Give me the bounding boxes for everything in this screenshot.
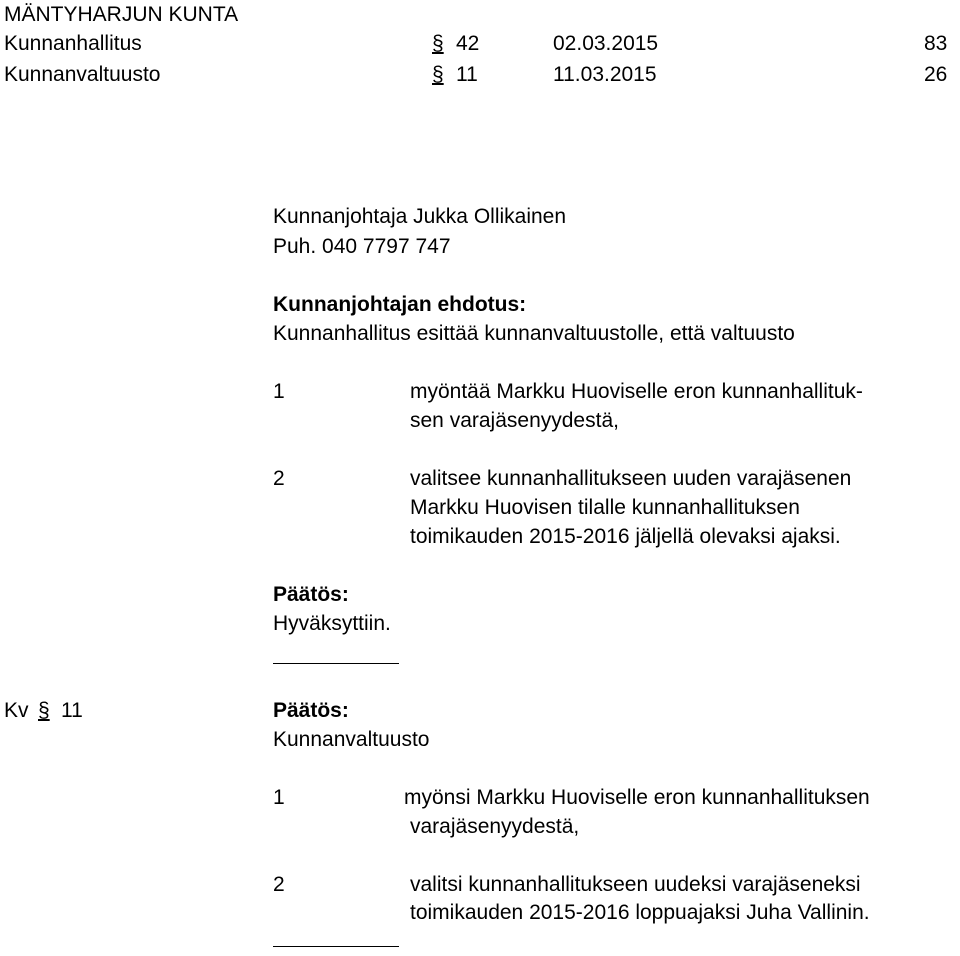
item-number: 2 bbox=[273, 873, 285, 896]
item-line: myönsi Markku Huoviselle eron kunnanhallituksen bbox=[404, 786, 870, 809]
record-date: 11.03.2015 bbox=[553, 63, 657, 86]
proposal-heading: Kunnanjohtajan ehdotus: bbox=[273, 293, 527, 316]
item-line: valitsee kunnanhallitukseen uuden varajäsenen bbox=[410, 467, 852, 490]
record-body: Kunnanhallitus bbox=[4, 32, 142, 55]
item-line: myöntää Markku Huoviselle eron kunnanhallituk- bbox=[410, 380, 863, 403]
record-page: 26 bbox=[924, 63, 948, 86]
item-line: Markku Huovisen tilalle kunnanhallituksen bbox=[410, 496, 800, 519]
record-body: Kunnanvaltuusto bbox=[4, 63, 161, 86]
proposal-intro: Kunnanhallitus esittää kunnanvaltuustolle, että valtuusto bbox=[273, 322, 795, 345]
item-line: toimikauden 2015-2016 loppuajaksi Juha Vallinin. bbox=[410, 901, 870, 924]
item-line: valitsi kunnanhallitukseen uudeksi varajäseneksi bbox=[410, 873, 861, 896]
section-sign: § bbox=[432, 63, 444, 86]
record-page: 83 bbox=[924, 32, 948, 55]
section-divider bbox=[273, 946, 399, 947]
organization-name: MÄNTYHARJUN KUNTA bbox=[4, 3, 239, 26]
item-line: varajäsenyydestä, bbox=[410, 815, 580, 838]
decision-text: Hyväksyttiin. bbox=[273, 612, 391, 635]
contact-name: Kunnanjohtaja Jukka Ollikainen bbox=[273, 205, 567, 228]
item-number: 1 bbox=[273, 380, 285, 403]
council-decision-heading: Päätös: bbox=[273, 699, 349, 722]
council-body: Kunnanvaltuusto bbox=[273, 728, 430, 751]
decision-heading: Päätös: bbox=[273, 583, 349, 606]
item-number: 2 bbox=[273, 467, 285, 490]
record-number: 42 bbox=[456, 32, 480, 55]
section-sign: § bbox=[38, 699, 50, 722]
contact-phone: Puh. 040 7797 747 bbox=[273, 235, 451, 258]
item-number: 1 bbox=[273, 786, 285, 809]
council-label: Kv bbox=[4, 699, 29, 722]
section-sign: § bbox=[432, 32, 444, 55]
item-line: toimikauden 2015-2016 jäljellä olevaksi ajaksi. bbox=[410, 525, 841, 548]
council-number: 11 bbox=[61, 699, 83, 722]
item-line: sen varajäsenyydestä, bbox=[410, 409, 619, 432]
record-date: 02.03.2015 bbox=[553, 32, 659, 55]
section-divider bbox=[273, 663, 399, 664]
record-number: 11 bbox=[456, 63, 478, 86]
